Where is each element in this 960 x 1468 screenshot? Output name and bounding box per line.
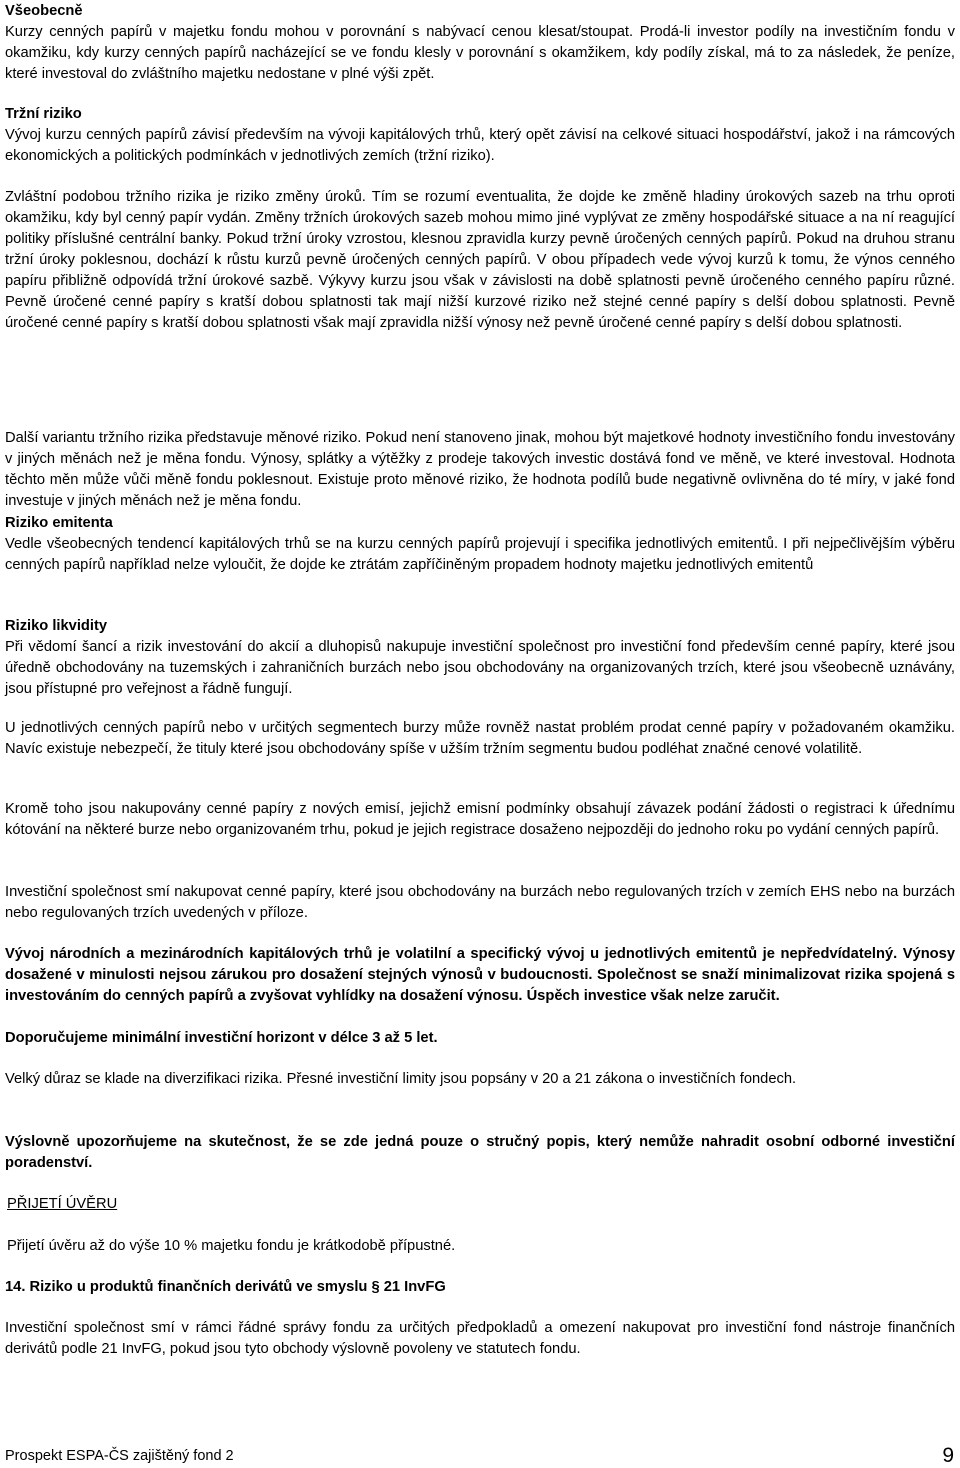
paragraph-diversification: Velký důraz se klade na diverzifikaci rizika. Přesné investiční limity jsou popsány v 20 a 21 zákona o investičních fondech.: [5, 1071, 797, 1087]
section-heading-loan: PŘIJETÍ ÚVĚRU: [7, 1196, 118, 1212]
paragraph-issuer-risk: Vedle všeobecných tendencí kapitálových trhů se na kurzu cenných papírů projevují i specifika jednotlivých emitentů. I při nejpečlivějším výběru cenných papírů například nelze vyloučit, že dojde ke ztrátám zapříčiněným propadem hodnoty majetku jednotlivých emitentů: [5, 536, 955, 573]
footer-document-title: Prospekt ESPA-ČS zajištěný fond 2: [5, 1448, 234, 1464]
footer-page-number: 9: [942, 1444, 954, 1467]
paragraph-market-risk-2: Zvláštní podobou tržního rizika je riziko změny úroků. Tím se rozumí eventualita, že dojde ke změně hladiny úrokových sazeb na trhu oproti okamžiku, kdy byl cenný papír vydán. Změny tržních úrokových sazeb mohou mimo jiné vyplývat ze změny hospodářské situace a na ní reagující politiky příslušné centrální banky. Pokud tržní úroky vzrostou, klesnou zpravidla kurzy pevně úročených cenných papírů. Pokud na druhou stranu tržní úroky poklesnou, dochází k růstu kurzů pevně úročených cenných papírů. V obou případech vede vývoj kurzů k tomu, že výnos cenného papíru přibližně odpovídá tržní úrokové sazbě. Výkyvy kurzu jsou však v závislosti na době splatnosti pevně úročeného cenného papíru různé. Pevně úročené cenné papíry s kratší dobou splatnosti tak mají nižší kurzové riziko než stejné cenné papíry s delší dobou splatnosti. Pevně úročené cenné papíry s kratší dobou splatnosti však mají zpravidla nižší výnosy než pevně úročené cenné papíry s delší dobou splatnosti.: [5, 189, 955, 331]
paragraph-disclaimer: Výslovně upozorňujeme na skutečnost, že se zde jedná pouze o stručný popis, který nemůže nahradit osobní odborné investiční poradenství.: [5, 1134, 955, 1171]
paragraph-liquidity-risk-4: Investiční společnost smí nakupovat cenné papíry, které jsou obchodovány na burzách nebo regulovaných trzích v zemích EHS nebo na burzách nebo regulovaných trzích uvedených v příloze.: [5, 884, 955, 921]
section-heading-derivatives: 14. Riziko u produktů finančních derivátů ve smyslu § 21 InvFG: [5, 1279, 446, 1295]
paragraph-investment-horizon: Doporučujeme minimální investiční horizont v délce 3 až 5 let.: [5, 1030, 438, 1046]
section-heading-liquidity-risk: Riziko likvidity: [5, 618, 108, 634]
paragraph-loan: Přijetí úvěru až do výše 10 % majetku fondu je krátkodobě přípustné.: [7, 1238, 456, 1254]
paragraph-liquidity-risk-3: Kromě toho jsou nakupovány cenné papíry z nových emisí, jejichž emisní podmínky obsahují závazek podání žádosti o registraci k úřednímu kótování na některé burze nebo organizovaném trhu, pokud je jejich registrace dosaženo nejpozději do jednoho roku po vydání cenných papírů.: [5, 801, 955, 838]
section-heading-market-risk: Tržní riziko: [5, 106, 82, 122]
paragraph-liquidity-risk-1: Při vědomí šancí a rizik investování do akcií a dluhopisů nakupuje investiční společnost pro investiční fond především cenné papíry, které jsou úředně obchodovány na tuzemských i zahraničních burzách nebo jsou obchodovány na organizovaných trzích, které jsou všeobecně uznávány, jsou přístupné pro veřejnost a řádně fungují.: [5, 639, 955, 697]
paragraph-volatility-warning: Vývoj národních a mezinárodních kapitálových trhů je volatilní a specifický vývoj u jednotlivých emitentů je nepředvídatelný. Výnosy dosažené v minulosti nejsou zárukou pro dosažení stejných výnosů v budoucnosti. Společnost se snaží minimalizovat rizika spojená s investováním do cenných papírů a zvyšovat vyhlídky na dosažení výnosu. Úspěch investice však nelze zaručit.: [5, 946, 955, 1004]
section-heading-general: Všeobecně: [5, 3, 83, 19]
section-heading-issuer-risk: Riziko emitenta: [5, 515, 113, 531]
paragraph-derivatives: Investiční společnost smí v rámci řádné správy fondu za určitých předpokladů a omezení nakupovat pro investiční fond nástroje finančních derivátů podle 21 InvFG, pokud jsou tyto obchody výslovně povoleny ve statutech fondu.: [5, 1320, 955, 1357]
paragraph-liquidity-risk-2: U jednotlivých cenných papírů nebo v určitých segmentech burzy může rovněž nastat problém prodat cenné papíry v požadovaném okamžiku. Navíc existuje nebezpečí, že tituly které jsou obchodovány spíše v užším tržním segmentu budou podléhat značné cenové volatilitě.: [5, 720, 955, 757]
paragraph-market-risk-3: Další variantu tržního rizika představuje měnové riziko. Pokud není stanoveno jinak, mohou být majetkové hodnoty investičního fondu investovány v jiných měnách než je měna fondu. Výnosy, splátky a výtěžky z prodeje takových investic dostává fond ve měně, ve které investoval. Hodnota těchto měn může vůči měně fondu poklesnout. Existuje proto měnové riziko, že hodnota podílů bude negativně ovlivněna do té míry, v jaké fond investuje v jiných měnách než je měna fondu.: [5, 430, 955, 509]
paragraph-general: Kurzy cenných papírů v majetku fondu mohou v porovnání s nabývací cenou klesat/stoupat. Prodá-li investor podíly na investičním fondu v okamžiku, kdy kurzy cenných papírů nacházející se ve fondu klesly v porovnání s okamžikem, kdy podíly získal, má to za následek, že peníze, které investoval do zvláštního majetku nedostane v plné výši zpět.: [5, 24, 955, 82]
paragraph-market-risk-1: Vývoj kurzu cenných papírů závisí především na vývoji kapitálových trhů, který opět závisí na celkové situaci hospodářství, jakož i na rámcových ekonomických a politických podmínkách v jednotlivých zemích (tržní riziko).: [5, 127, 955, 164]
